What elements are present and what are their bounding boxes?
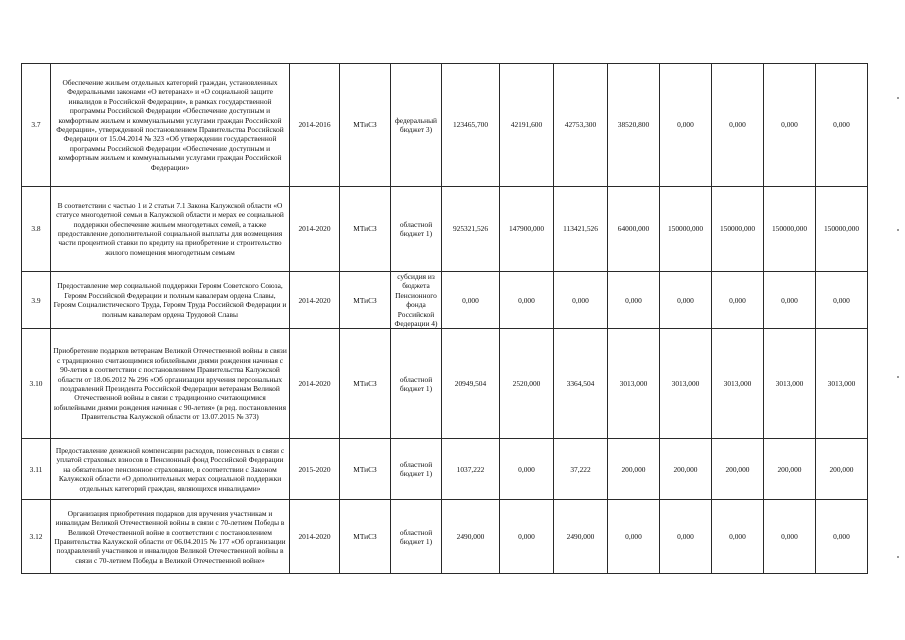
responsible-executor: МТиСЗ	[340, 187, 391, 272]
amount-2019: 0,000	[764, 500, 816, 574]
amount-2018: 150000,000	[712, 187, 764, 272]
responsible-executor: МТиСЗ	[340, 329, 391, 439]
implementation-period: 2014-2020	[290, 272, 340, 329]
amount-2017: 0,000	[660, 272, 712, 329]
amount-2019: 200,000	[764, 439, 816, 500]
responsible-executor: МТиСЗ	[340, 64, 391, 187]
amount-2014: 0,000	[500, 500, 554, 574]
responsible-executor: МТиСЗ	[340, 500, 391, 574]
funding-source: федеральный бюджет 3)	[391, 64, 442, 187]
amount-2017: 0,000	[660, 64, 712, 187]
funding-source: областной бюджет 1)	[391, 500, 442, 574]
measure-number: 3.7	[22, 64, 51, 187]
amount-2018: 3013,000	[712, 329, 764, 439]
amount-2016: 38520,800	[608, 64, 660, 187]
table-row	[22, 439, 868, 500]
amount-2016: 200,000	[608, 439, 660, 500]
amount-2020: 0,000	[816, 64, 868, 187]
amount-2014: 2520,000	[500, 329, 554, 439]
amount-2015: 42753,300	[554, 64, 608, 187]
measure-description: Предоставление денежной компенсации расходов, понесенных в связи с уплатой страховых взносов в Пенсионный фонд Российской Федерации на обязательное пенсионное страхование, в соответствии с Законом Калужской области «О дополнительных мерах социальной поддержки отдельных категорий граждан, являющихся инвалидами»	[51, 439, 290, 500]
measure-number: 3.10	[22, 329, 51, 439]
program-measures-table	[21, 63, 868, 574]
amount-2014: 0,000	[500, 439, 554, 500]
funding-source: областной бюджет 1)	[391, 187, 442, 272]
funding-source: субсидия из бюджета Пенсионного фонда Российской Федерации 4)	[391, 272, 442, 329]
measure-number: 3.12	[22, 500, 51, 574]
amount-2014: 42191,600	[500, 64, 554, 187]
table-row	[22, 329, 868, 439]
amount-2018: 0,000	[712, 272, 764, 329]
amount-2018: 200,000	[712, 439, 764, 500]
amount-2016: 0,000	[608, 272, 660, 329]
total-amount: 20949,504	[442, 329, 500, 439]
measure-number: 3.9	[22, 272, 51, 329]
amount-2016: 64000,000	[608, 187, 660, 272]
amount-2015: 113421,526	[554, 187, 608, 272]
amount-2017: 200,000	[660, 439, 712, 500]
total-amount: 2490,000	[442, 500, 500, 574]
scan-speck	[897, 229, 899, 231]
implementation-period: 2014-2020	[290, 187, 340, 272]
amount-2020: 0,000	[816, 272, 868, 329]
table-row	[22, 64, 868, 187]
amount-2020: 150000,000	[816, 187, 868, 272]
amount-2018: 0,000	[712, 64, 764, 187]
measure-number: 3.8	[22, 187, 51, 272]
measure-description: Организация приобретения подарков для вручения участникам и инвалидам Великой Отечественной войны в связи с 70-летием Победы в Великой Отечественной войне в соответствии с постановлением Правительства Калужской области от 06.04.2015 № 177 «Об организации поздравлений участников и инвалидов Великой Отечественной войны в связи с 70-летием Победы в Великой Отечественной войне»	[51, 500, 290, 574]
amount-2020: 200,000	[816, 439, 868, 500]
amount-2014: 0,000	[500, 272, 554, 329]
measure-description: Обеспечение жильем отдельных категорий граждан, установленных Федеральными законами «О ветеранах» и «О социальной защите инвалидов в Российской Федерации», в рамках государственной программы Российской Федерации «Обеспечение доступным и комфортным жильем и коммунальными услугами граждан Российской Федерации», утвержденной постановлением Правительства Российской Федерации от 15.04.2014 № 323 «Об утверждении государственной программы Российской Федерации «Обеспечение доступным и комфортным жильем и коммунальными услугами граждан Российской Федерации»	[51, 64, 290, 187]
measure-number: 3.11	[22, 439, 51, 500]
table-row	[22, 187, 868, 272]
amount-2015: 0,000	[554, 272, 608, 329]
implementation-period: 2014-2020	[290, 329, 340, 439]
amount-2015: 3364,504	[554, 329, 608, 439]
amount-2016: 0,000	[608, 500, 660, 574]
amount-2019: 0,000	[764, 272, 816, 329]
amount-2015: 2490,000	[554, 500, 608, 574]
table-row	[22, 500, 868, 574]
responsible-executor: МТиСЗ	[340, 439, 391, 500]
amount-2014: 147900,000	[500, 187, 554, 272]
scan-speck	[897, 376, 899, 378]
total-amount: 0,000	[442, 272, 500, 329]
amount-2015: 37,222	[554, 439, 608, 500]
measure-description: В соответствии с частью 1 и 2 статьи 7.1 Закона Калужской области «О статусе многодетной семьи в Калужской области и мерах ее социальной поддержки обеспечение жильем многодетных семей, а также предоставление дополнительной социальной выплаты для возмещения части процентной ставки по кредиту на приобретение и строительство жилого помещения многодетным семьям	[51, 187, 290, 272]
total-amount: 1037,222	[442, 439, 500, 500]
amount-2019: 0,000	[764, 64, 816, 187]
total-amount: 123465,700	[442, 64, 500, 187]
table-row	[22, 272, 868, 329]
funding-source: областной бюджет 1)	[391, 439, 442, 500]
implementation-period: 2015-2020	[290, 439, 340, 500]
responsible-executor: МТиСЗ	[340, 272, 391, 329]
amount-2019: 3013,000	[764, 329, 816, 439]
amount-2017: 3013,000	[660, 329, 712, 439]
scan-speck	[897, 556, 899, 558]
funding-source: областной бюджет 1)	[391, 329, 442, 439]
measure-description: Приобретение подарков ветеранам Великой Отечественной войны в связи с традиционно считающимися юбилейными днями рождения начиная с 90-летия в соответствии с постановлением Правительства Калужской области от 18.06.2012 № 296 «Об организации вручения персональных поздравлений Президента Российской Федерации ветеранам Великой Отечественной войны в связи с традиционно считающимися юбилейными днями рождения начиная с 90-летия» (в ред. постановления Правительства Калужской области от 13.07.2015 № 373)	[51, 329, 290, 439]
amount-2017: 150000,000	[660, 187, 712, 272]
amount-2020: 3013,000	[816, 329, 868, 439]
amount-2018: 0,000	[712, 500, 764, 574]
amount-2017: 0,000	[660, 500, 712, 574]
table-body	[22, 64, 868, 574]
scan-speck	[897, 97, 899, 99]
measure-description: Предоставление мер социальной поддержки Героям Советского Союза, Героям Российской Федерации и полным кавалерам ордена Славы, Героям Социалистического Труда, Героям Труда Российской Федерации и полным кавалерам ордена Трудовой Славы	[51, 272, 290, 329]
amount-2020: 0,000	[816, 500, 868, 574]
implementation-period: 2014-2016	[290, 64, 340, 187]
implementation-period: 2014-2020	[290, 500, 340, 574]
amount-2019: 150000,000	[764, 187, 816, 272]
amount-2016: 3013,000	[608, 329, 660, 439]
total-amount: 925321,526	[442, 187, 500, 272]
